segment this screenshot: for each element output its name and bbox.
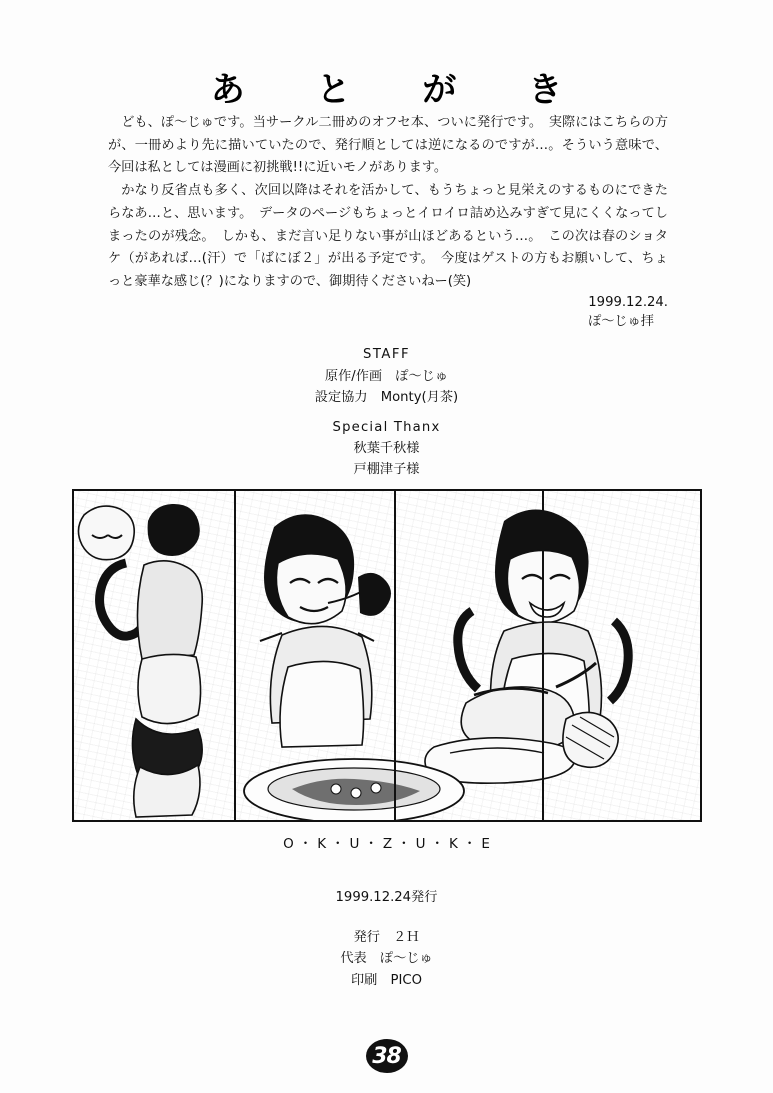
afterword-body xyxy=(108,112,668,294)
colophon-row-1: 発行 ２Ｈ xyxy=(353,930,420,945)
afterword-signature: ぽ〜じゅ拝 xyxy=(588,314,654,329)
publish-date: 1999.12.24発行 xyxy=(335,890,438,905)
staff-row-1: 原作/作画 ぽ〜じゅ xyxy=(324,369,449,385)
illustration-caption: O・K・U・Z・U・K・E xyxy=(283,836,495,852)
colophon-row-3: 印刷 PICO xyxy=(351,972,422,988)
special-thanx-block xyxy=(0,417,773,480)
colophon-row-2: 代表 ぽ〜じゅ xyxy=(340,951,433,967)
panel-divider-2 xyxy=(394,491,396,820)
page-title: あ と が き xyxy=(210,70,593,110)
special-thanx-row-1: 秋葉千秋様 xyxy=(353,441,420,457)
colophon-block xyxy=(0,927,773,991)
panel-divider-1 xyxy=(234,491,236,820)
page-number-badge: 38 xyxy=(366,1039,408,1073)
afterword-date: 1999.12.24. xyxy=(588,295,668,310)
afterword-paragraph-2: かなり反省点も多く、次回以降はそれを活かして、もうちょっと見栄えのするものにできたらなあ…と、思います。 データのページもちょっとイロイロ詰め込みすぎて見にくくなってしまったのが残念。 しかも、まだ言い足りない事が山ほどあるという…。 この次は春のショタケ（があれば…(汗）で「ばにぼ２」が出る予定です。 今度はゲストの方もお願いして、ちょっと豪華な感じ(？)になりますので、御期待くださいねー(笑) xyxy=(108,183,668,289)
illustration-panel xyxy=(72,489,702,822)
special-thanx-heading: Special Thanx xyxy=(332,420,441,435)
staff-heading: STAFF xyxy=(362,347,411,362)
special-thanx-row-2: 戸棚津子様 xyxy=(353,462,420,478)
illustration-artwork xyxy=(74,491,700,820)
staff-row-2: 設定協力 Monty(月茶) xyxy=(314,390,459,406)
panel-divider-3 xyxy=(542,491,544,820)
afterword-paragraph-1: ども、ぽ〜じゅです。当サークル二冊めのオフセ本、ついに発行です。 実際にはこちらの方が、一冊めより先に描いていたので、発行順としては逆になるのですが…。そういう意味で、今回は私としては漫画に初挑戦!!に近いモノがあります。 xyxy=(108,115,668,176)
staff-block xyxy=(0,344,773,408)
